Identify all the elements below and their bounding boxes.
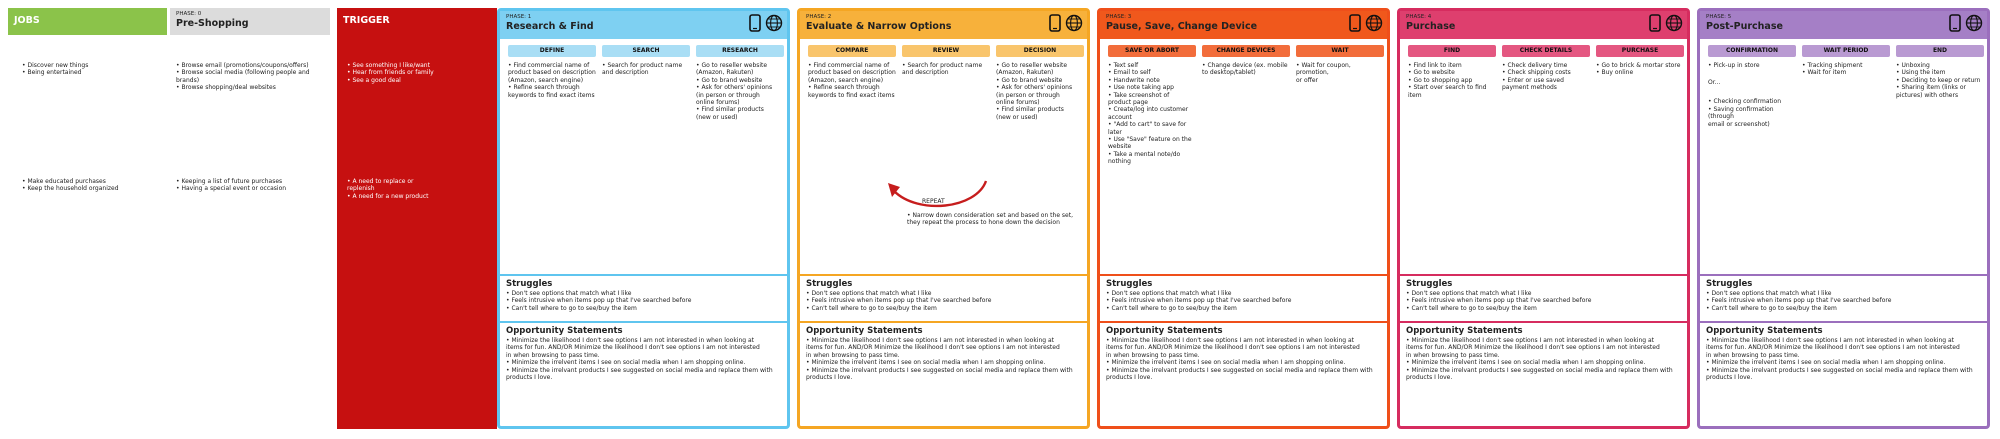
list-item: • Handwrite note bbox=[1108, 77, 1196, 84]
subphase-list bbox=[1802, 62, 1890, 77]
list-item: • Go to reseller website (Amazon, Rakuten) bbox=[996, 62, 1084, 77]
subphase-label: CONFIRMATION bbox=[1708, 45, 1796, 57]
phase-header bbox=[500, 11, 787, 39]
device-icons bbox=[749, 14, 783, 32]
subphase-list bbox=[1708, 62, 1796, 69]
list-item: • Minimize the irrelvent items I see on social media when I am shopping online. bbox=[506, 359, 781, 366]
subphase-list bbox=[508, 62, 596, 99]
phase-title: Research & Find bbox=[506, 21, 594, 32]
opportunity-title: Opportunity Statements bbox=[806, 326, 923, 336]
phase-number: PHASE: 4 bbox=[1406, 14, 1432, 20]
list-item: • Ask for others' opinions (in person or through online forums) bbox=[696, 84, 784, 106]
subphase-list bbox=[696, 62, 784, 121]
list-item: • Minimize the irrelvent items I see on social media when I am shopping online. bbox=[1106, 359, 1381, 366]
phase-number: PHASE: 3 bbox=[1106, 14, 1132, 20]
list-item: • See something I like/want bbox=[347, 62, 434, 69]
struggles-title: Struggles bbox=[1106, 279, 1153, 289]
list-item: • Minimize the irrelvant products I see suggested on social media and replace them with products I love. bbox=[806, 367, 1081, 382]
subphase-label: REVIEW bbox=[902, 45, 990, 57]
list-item: • Use note taking app bbox=[1108, 84, 1196, 91]
device-icons bbox=[1049, 14, 1083, 32]
list-item: • Wait for coupon, promotion, or offer bbox=[1296, 62, 1384, 84]
list-item: • Email to self bbox=[1108, 69, 1196, 76]
list-item: • Browse social media (following people and brands) bbox=[176, 69, 330, 84]
list-item: • Go to brick & mortar store bbox=[1596, 62, 1684, 69]
subphase-label: SEARCH bbox=[602, 45, 690, 57]
subphase-column bbox=[996, 45, 1084, 121]
subphase-list bbox=[808, 62, 896, 99]
subphase-column bbox=[1802, 45, 1890, 77]
phase-title: Evaluate & Narrow Options bbox=[806, 21, 952, 32]
subphase-list bbox=[902, 62, 990, 77]
opportunity-list bbox=[506, 337, 781, 381]
subphase-list bbox=[1502, 62, 1590, 92]
list-item: • Feels intrusive when items pop up that I've searched before bbox=[1706, 297, 1981, 304]
device-icons bbox=[1949, 14, 1983, 32]
list-item: • Find commercial name of product based on description (Amazon, search engine) bbox=[508, 62, 596, 84]
list-item: • Sharing item (links or pictures) with others bbox=[1896, 84, 1984, 99]
trigger-group-1 bbox=[347, 62, 434, 84]
list-item: • Take screenshot of product page bbox=[1108, 92, 1196, 107]
subphase-label: FIND bbox=[1408, 45, 1496, 57]
subphase-label: END bbox=[1896, 45, 1984, 57]
opportunity-section bbox=[1400, 321, 1687, 381]
list-item: • Minimize the irrelvant products I see suggested on social media and replace them with products I love. bbox=[506, 367, 781, 382]
subphase-list bbox=[1408, 62, 1496, 99]
device-icons bbox=[1649, 14, 1683, 32]
phase-card-3 bbox=[1097, 8, 1390, 429]
list-item: • Feels intrusive when items pop up that I've searched before bbox=[806, 297, 1081, 304]
opportunity-list bbox=[806, 337, 1081, 381]
subphase-column bbox=[902, 45, 990, 77]
list-item: • Can't tell where to go to see/buy the item bbox=[506, 305, 781, 312]
subphase-column bbox=[1202, 45, 1290, 77]
subphase-label: RESEARCH bbox=[696, 45, 784, 57]
subphase-label: CHECK DETAILS bbox=[1502, 45, 1590, 57]
list-item: • Minimize the irrelvant products I see suggested on social media and replace them with products I love. bbox=[1406, 367, 1681, 382]
list-item: • Using the item bbox=[1896, 69, 1984, 76]
preshopping-header bbox=[170, 8, 330, 35]
phase-card-2 bbox=[797, 8, 1090, 429]
opportunity-section bbox=[800, 321, 1087, 381]
list-item: • Can't tell where to go to see/buy the item bbox=[806, 305, 1081, 312]
list-item: • Create/log into customer account bbox=[1108, 106, 1196, 121]
list-item: • A need for a new product bbox=[347, 193, 429, 200]
globe-icon bbox=[1665, 14, 1683, 32]
phase-title: Pause, Save, Change Device bbox=[1106, 21, 1258, 32]
repeat-label: REPEAT bbox=[922, 198, 945, 205]
list-item: • Search for product name and description bbox=[902, 62, 990, 77]
list-item: • Find commercial name of product based on description (Amazon, search engine) bbox=[808, 62, 896, 84]
phase-title: Post-Purchase bbox=[1706, 21, 1783, 32]
subphase-list bbox=[996, 62, 1084, 121]
list-item: • A need to replace or replenish bbox=[347, 178, 429, 193]
struggles-title: Struggles bbox=[1406, 279, 1453, 289]
phase-card-4 bbox=[1397, 8, 1690, 429]
struggles-list bbox=[806, 290, 1081, 312]
subphase-column bbox=[1296, 45, 1384, 84]
globe-icon bbox=[1065, 14, 1083, 32]
list-item: • See a good deal bbox=[347, 77, 434, 84]
preshopping-column bbox=[170, 8, 330, 429]
subphase-column bbox=[1502, 45, 1590, 92]
subphase-list bbox=[1596, 62, 1684, 77]
list-item: • Go to website bbox=[1408, 69, 1496, 76]
list-item: • Discover new things bbox=[22, 62, 88, 69]
list-item: • Being entertained bbox=[22, 69, 88, 76]
list-item: • Unboxing bbox=[1896, 62, 1984, 69]
subphase-extra: Or... bbox=[1708, 79, 1721, 87]
list-item: • Take a mental note/do nothing bbox=[1108, 151, 1196, 166]
opportunity-list bbox=[1706, 337, 1981, 381]
list-item: • Can't tell where to go to see/buy the item bbox=[1106, 305, 1381, 312]
list-item: • Minimize the irrelvent items I see on social media when I am shopping online. bbox=[1706, 359, 1981, 366]
list-item: • Wait for item bbox=[1802, 69, 1890, 76]
list-item: • Start over search to find item bbox=[1408, 84, 1496, 99]
jobs-group-2 bbox=[22, 178, 119, 193]
struggles-title: Struggles bbox=[1706, 279, 1753, 289]
subphase-label: COMPARE bbox=[808, 45, 896, 57]
list-item: • Search for product name and description bbox=[602, 62, 690, 77]
list-item: • Minimize the irrelvent items I see on social media when I am shopping online. bbox=[1406, 359, 1681, 366]
opportunity-section bbox=[1100, 321, 1387, 381]
list-item: • Narrow down consideration set and based on the set, they repeat the process to hone down the decision bbox=[907, 212, 1073, 227]
opportunity-list bbox=[1406, 337, 1681, 381]
list-item: • Deciding to keep or return bbox=[1896, 77, 1984, 84]
list-item: • Find similar products (new or used) bbox=[696, 106, 784, 121]
repeat-note bbox=[907, 212, 1073, 227]
phase-number: PHASE: 5 bbox=[1706, 14, 1732, 20]
list-item: • Feels intrusive when items pop up that I've searched before bbox=[1406, 297, 1681, 304]
list-item: • Check shipping costs bbox=[1502, 69, 1590, 76]
struggles-section bbox=[1700, 274, 1987, 312]
list-item: • "Add to cart" to save for later bbox=[1108, 121, 1196, 136]
opportunity-title: Opportunity Statements bbox=[1706, 326, 1823, 336]
list-item: • Minimize the irrelvant products I see suggested on social media and replace them with products I love. bbox=[1106, 367, 1381, 382]
list-item: • Don't see options that match what I like bbox=[506, 290, 781, 297]
list-item: • Browse email (promotions/coupons/offers) bbox=[176, 62, 330, 69]
subphase-label: DEFINE bbox=[508, 45, 596, 57]
struggles-section bbox=[1400, 274, 1687, 312]
subphase-column bbox=[602, 45, 690, 77]
jobs-column bbox=[8, 8, 167, 429]
subphase-label: SAVE OR ABORT bbox=[1108, 45, 1196, 57]
subphase-list bbox=[602, 62, 690, 77]
list-item: • Keep the household organized bbox=[22, 185, 119, 192]
subphase-label: WAIT bbox=[1296, 45, 1384, 57]
opportunity-title: Opportunity Statements bbox=[1106, 326, 1223, 336]
phase-header bbox=[1400, 11, 1687, 39]
trigger-group-2 bbox=[347, 178, 429, 200]
opportunity-title: Opportunity Statements bbox=[506, 326, 623, 336]
list-item: • Can't tell where to go to see/buy the item bbox=[1406, 305, 1681, 312]
subphase-list bbox=[1202, 62, 1290, 77]
list-item: • Feels intrusive when items pop up that I've searched before bbox=[1106, 297, 1381, 304]
list-item: • Refine search through keywords to find exact items bbox=[508, 84, 596, 99]
list-item: • Minimize the likelihood I don't see options I am not interested in when looking at items for fun. AND/OR Minimize the likelihood I don't see options I am not interested in when browsing to pass time. bbox=[1106, 337, 1381, 359]
list-item: • Buy online bbox=[1596, 69, 1684, 76]
subphase-list bbox=[1296, 62, 1384, 84]
list-item: • Minimize the likelihood I don't see options I am not interested in when looking at items for fun. AND/OR Minimize the likelihood I don't see options I am not interested in when browsing to pass time. bbox=[506, 337, 781, 359]
list-item: • Go to shopping app bbox=[1408, 77, 1496, 84]
list-item: • Saving confirmation (through email or screenshot) bbox=[1708, 106, 1796, 128]
subphase-column bbox=[1896, 45, 1984, 99]
subphase-column bbox=[696, 45, 784, 121]
list-item: • Pick-up in store bbox=[1708, 62, 1796, 69]
list-item: • Don't see options that match what I like bbox=[1406, 290, 1681, 297]
trigger-column bbox=[337, 8, 497, 429]
list-item: • Make educated purchases bbox=[22, 178, 119, 185]
list-item: • Go to brand website bbox=[996, 77, 1084, 84]
opportunity-title: Opportunity Statements bbox=[1406, 326, 1523, 336]
struggles-list bbox=[1106, 290, 1381, 312]
struggles-list bbox=[1706, 290, 1981, 312]
trigger-header bbox=[337, 8, 497, 36]
list-item: • Enter or use saved payment methods bbox=[1502, 77, 1590, 92]
phase-title: Purchase bbox=[1406, 21, 1456, 32]
list-item: • Keeping a list of future purchases bbox=[176, 178, 286, 185]
opportunity-section bbox=[500, 321, 787, 381]
phone-icon bbox=[749, 14, 761, 32]
list-item: • Text self bbox=[1108, 62, 1196, 69]
phase-number: PHASE: 1 bbox=[506, 14, 532, 20]
preshopping-group-2 bbox=[176, 178, 286, 193]
jobs-group-1 bbox=[22, 62, 88, 77]
phase-title: Pre-Shopping bbox=[176, 18, 249, 29]
struggles-list bbox=[506, 290, 781, 312]
phone-icon bbox=[1949, 14, 1961, 32]
phone-icon bbox=[1349, 14, 1361, 32]
list-item: • Find similar products (new or used) bbox=[996, 106, 1084, 121]
subphase-column bbox=[808, 45, 896, 99]
phone-icon bbox=[1649, 14, 1661, 32]
list-item: • Hear from friends or family bbox=[347, 69, 434, 76]
list-item: • Change device (ex. mobile to desktop/tablet) bbox=[1202, 62, 1290, 77]
subphase-column bbox=[1708, 45, 1796, 128]
device-icons bbox=[1349, 14, 1383, 32]
globe-icon bbox=[1365, 14, 1383, 32]
list-item: • Feels intrusive when items pop up that I've searched before bbox=[506, 297, 781, 304]
subphase-label: CHANGE DEVICES bbox=[1202, 45, 1290, 57]
list-item: • Check delivery time bbox=[1502, 62, 1590, 69]
preshopping-group-1 bbox=[176, 62, 330, 92]
subphase-label: DECISION bbox=[996, 45, 1084, 57]
subphase-list bbox=[1896, 62, 1984, 99]
subphase-label: PURCHASE bbox=[1596, 45, 1684, 57]
list-item: • Browse shopping/deal websites bbox=[176, 84, 330, 91]
subphase-column bbox=[1108, 45, 1196, 166]
subphase-column bbox=[1596, 45, 1684, 77]
list-item: • Minimize the irrelvant products I see suggested on social media and replace them with products I love. bbox=[1706, 367, 1981, 382]
struggles-section bbox=[500, 274, 787, 312]
globe-icon bbox=[1965, 14, 1983, 32]
jobs-title: JOBS bbox=[14, 15, 40, 26]
list-item: • Don't see options that match what I like bbox=[1706, 290, 1981, 297]
subphase-list-2 bbox=[1708, 98, 1796, 128]
subphase-label: WAIT PERIOD bbox=[1802, 45, 1890, 57]
phase-card-5 bbox=[1697, 8, 1990, 429]
list-item: • Go to reseller website (Amazon, Rakuten) bbox=[696, 62, 784, 77]
struggles-section bbox=[1100, 274, 1387, 312]
opportunity-section bbox=[1700, 321, 1987, 381]
list-item: • Minimize the likelihood I don't see options I am not interested in when looking at items for fun. AND/OR Minimize the likelihood I don't see options I am not interested in when browsing to pass time. bbox=[1406, 337, 1681, 359]
subphase-column bbox=[508, 45, 596, 99]
list-item: • Minimize the likelihood I don't see options I am not interested in when looking at items for fun. AND/OR Minimize the likelihood I don't see options I am not interested in when browsing to pass time. bbox=[1706, 337, 1981, 359]
list-item: • Checking confirmation bbox=[1708, 98, 1796, 105]
list-item: • Can't tell where to go to see/buy the item bbox=[1706, 305, 1981, 312]
list-item: • Ask for others' opinions (in person or through online forums) bbox=[996, 84, 1084, 106]
phase-number: PHASE: 2 bbox=[806, 14, 832, 20]
phone-icon bbox=[1049, 14, 1061, 32]
struggles-section bbox=[800, 274, 1087, 312]
phase-header bbox=[1100, 11, 1387, 39]
list-item: • Find link to item bbox=[1408, 62, 1496, 69]
subphase-list bbox=[1108, 62, 1196, 166]
list-item: • Don't see options that match what I like bbox=[806, 290, 1081, 297]
list-item: • Don't see options that match what I like bbox=[1106, 290, 1381, 297]
phase-header bbox=[800, 11, 1087, 39]
struggles-title: Struggles bbox=[806, 279, 853, 289]
phase-card-1 bbox=[497, 8, 790, 429]
list-item: • Refine search through keywords to find exact items bbox=[808, 84, 896, 99]
list-item: • Tracking shipment bbox=[1802, 62, 1890, 69]
jobs-header bbox=[8, 8, 167, 35]
trigger-title: TRIGGER bbox=[343, 15, 390, 26]
opportunity-list bbox=[1106, 337, 1381, 381]
list-item: • Having a special event or occasion bbox=[176, 185, 286, 192]
list-item: • Minimize the likelihood I don't see options I am not interested in when looking at items for fun. AND/OR Minimize the likelihood I don't see options I am not interested in when browsing to pass time. bbox=[806, 337, 1081, 359]
phase-header bbox=[1700, 11, 1987, 39]
list-item: • Minimize the irrelvent items I see on social media when I am shopping online. bbox=[806, 359, 1081, 366]
list-item: • Go to brand website bbox=[696, 77, 784, 84]
subphase-column bbox=[1408, 45, 1496, 99]
globe-icon bbox=[765, 14, 783, 32]
phase-number: PHASE: 0 bbox=[176, 11, 202, 17]
struggles-list bbox=[1406, 290, 1681, 312]
struggles-title: Struggles bbox=[506, 279, 553, 289]
list-item: • Use "Save" feature on the website bbox=[1108, 136, 1196, 151]
